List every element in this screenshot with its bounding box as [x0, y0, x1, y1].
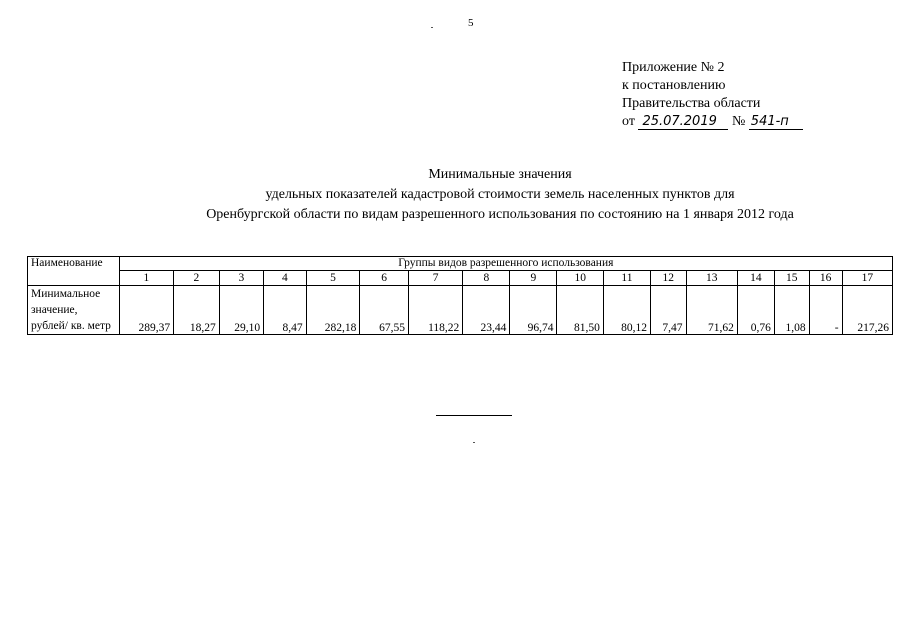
table-row: [28, 286, 893, 335]
title-line-3: Оренбургской области по видам разрешенного использования по состоянию на 1 января 2012 года: [206, 207, 794, 222]
column-number: 7: [408, 271, 462, 286]
row-label: Минимальное значение, рублей/ кв. метр: [28, 286, 120, 335]
value-cell: 71,62: [686, 286, 737, 335]
annex-block: [622, 59, 803, 131]
value-cell: 0,76: [737, 286, 774, 335]
end-divider: [436, 415, 512, 416]
value-cell: 67,55: [360, 286, 409, 335]
annex-line-decree: к постановлению: [622, 78, 726, 93]
title-line-1: Минимальные значения: [428, 167, 572, 182]
value-cell: 118,22: [408, 286, 462, 335]
value-cell: 29,10: [219, 286, 263, 335]
column-number: 13: [686, 271, 737, 286]
value-cell: 217,26: [842, 286, 892, 335]
column-number: 15: [774, 271, 809, 286]
values-table: [27, 256, 893, 335]
name-header: Наименование: [28, 257, 120, 286]
column-number: 17: [842, 271, 892, 286]
column-number: 11: [603, 271, 650, 286]
annex-date-line: [622, 113, 803, 131]
column-number: 4: [264, 271, 307, 286]
column-number: 16: [809, 271, 842, 286]
annex-number-label: №: [731, 114, 746, 129]
title-line-2: удельных показателей кадастровой стоимости земель населенных пунктов для: [265, 187, 735, 202]
column-number: 14: [737, 271, 774, 286]
document-title: [100, 165, 900, 225]
value-cell: 81,50: [557, 286, 603, 335]
annex-title: Приложение № 2: [622, 60, 725, 75]
annex-date: 25.07.2019: [638, 115, 728, 130]
groups-header: Группы видов разрешенного использования: [119, 257, 892, 271]
column-number: 8: [463, 271, 510, 286]
column-number: 1: [119, 271, 173, 286]
annex-from-label: от: [622, 114, 635, 129]
page-number: 5: [468, 17, 474, 29]
column-number: 5: [306, 271, 360, 286]
annex-line-government: Правительства области: [622, 96, 761, 111]
table-header-row: [28, 257, 893, 271]
value-cell: -: [809, 286, 842, 335]
scan-speck: [473, 442, 475, 443]
column-number: 6: [360, 271, 409, 286]
value-cell: 80,12: [603, 286, 650, 335]
value-cell: 23,44: [463, 286, 510, 335]
column-number: 9: [510, 271, 557, 286]
value-cell: 8,47: [264, 286, 307, 335]
value-cell: 96,74: [510, 286, 557, 335]
value-cell: 1,08: [774, 286, 809, 335]
value-cell: 282,18: [306, 286, 360, 335]
value-cell: 289,37: [119, 286, 173, 335]
column-number: 12: [651, 271, 687, 286]
value-cell: 7,47: [651, 286, 687, 335]
value-cell: 18,27: [174, 286, 220, 335]
column-number: 10: [557, 271, 603, 286]
scan-speck: [431, 27, 433, 28]
column-number: 2: [174, 271, 220, 286]
column-number: 3: [219, 271, 263, 286]
annex-number: 541-п: [749, 115, 803, 130]
column-numbers-row: [28, 271, 893, 286]
